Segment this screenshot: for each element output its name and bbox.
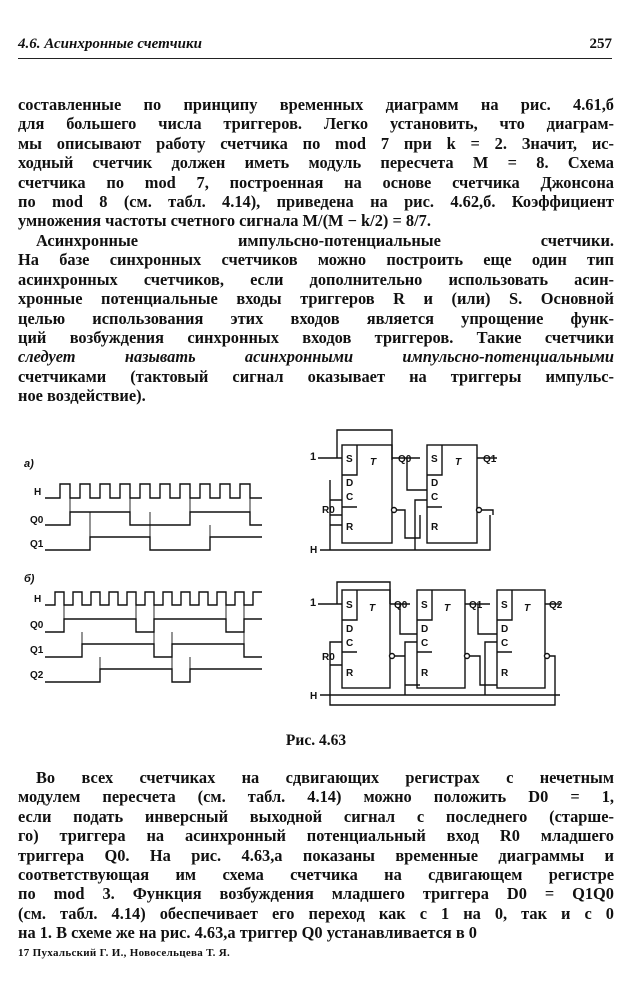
signal-label-q1: Q1 bbox=[30, 539, 44, 550]
pin-t: T bbox=[370, 457, 377, 468]
input-h-a: H bbox=[310, 545, 318, 556]
text-line: ходный счетчик должен иметь модуль пересчета M = 8. Схема bbox=[18, 153, 614, 173]
text-line: На базе синхронных счетчиков можно построить еще один тип bbox=[18, 250, 614, 270]
part-a-label: а) bbox=[24, 458, 34, 470]
pin-d: D bbox=[421, 624, 429, 635]
pin-c: C bbox=[346, 492, 354, 503]
text-line: на 1. В схеме же на рис. 4.63,а триггер Q0 устанавливается в 0 bbox=[18, 923, 477, 943]
text-line: следует называть асинхронными импульсно-потенциальными bbox=[18, 347, 614, 367]
section-title: 4.6. Асинхронные счетчики bbox=[18, 36, 202, 52]
pin-s: S bbox=[346, 600, 353, 611]
paragraph-3 bbox=[18, 768, 614, 943]
text-line: хронные потенциальные входы триггеров R и (или) S. Основной bbox=[18, 289, 614, 309]
paragraph-1 bbox=[18, 95, 614, 231]
signal-label-q0-b: Q0 bbox=[30, 620, 44, 631]
input-h-b: H bbox=[310, 691, 318, 702]
waveform-q1-a bbox=[45, 537, 262, 550]
signal-label-q2-b: Q2 bbox=[30, 670, 44, 681]
pin-c: C bbox=[421, 638, 429, 649]
part-b-label: б) bbox=[24, 573, 35, 585]
figure-caption: Рис. 4.63 bbox=[285, 732, 347, 749]
pin-d: D bbox=[346, 478, 354, 489]
text-line: счетчика по mod 7, построенная на основе счетчика Джонсона bbox=[18, 172, 614, 192]
paragraph-2 bbox=[18, 231, 614, 406]
footer-signature: 17 Пухальский Г. И., Новосельцева Т. Я. bbox=[18, 947, 231, 959]
output-q1-b: Q1 bbox=[469, 600, 483, 611]
signal-label-h: H bbox=[34, 487, 42, 498]
reset-label-b: R0 bbox=[322, 652, 335, 663]
text-line: если подать инверсный выходной сигнал с последнего (старше- bbox=[18, 806, 614, 826]
waveform-q0-a bbox=[45, 512, 262, 525]
pin-c: C bbox=[501, 638, 509, 649]
text-line: го) триггера на асинхронный потенциальный вход R0 младшего bbox=[18, 826, 614, 846]
text-line: ное воздействие). bbox=[18, 386, 146, 406]
output-q1-a: Q1 bbox=[483, 454, 497, 465]
text-line: модулем пересчета (см. табл. 4.14) можно положить D0 = 1, bbox=[18, 787, 614, 807]
header-rule bbox=[18, 58, 612, 59]
pin-d: D bbox=[346, 624, 354, 635]
figure-4-63 bbox=[0, 420, 632, 720]
paragraph-heading: Асинхронные импульсно-потенциальные счетчики. bbox=[36, 231, 614, 250]
text-line: составленные по принципу временных диаграмм на рис. 4.61,б bbox=[18, 95, 614, 114]
pin-c: C bbox=[431, 492, 439, 503]
text-line: счетчиками (тактовый сигнал оказывает на триггеры импульс- bbox=[18, 366, 614, 386]
text-line: целью использования этих входов является упрощение функ- bbox=[18, 308, 614, 328]
pin-r: R bbox=[501, 668, 509, 679]
page-number: 257 bbox=[589, 36, 612, 52]
pin-s: S bbox=[501, 600, 508, 611]
pin-r: R bbox=[346, 522, 354, 533]
text-line: по mod 3. Функция возбуждения младшего триггера D0 = Q1Q0 bbox=[18, 884, 614, 904]
pin-t: T bbox=[455, 457, 462, 468]
input-one-a: 1 bbox=[310, 451, 317, 463]
signal-label-q1-b: Q1 bbox=[30, 645, 44, 656]
output-q0-a: Q0 bbox=[398, 454, 412, 465]
signal-label-q0: Q0 bbox=[30, 515, 44, 526]
pin-t: T bbox=[444, 603, 451, 614]
waveform-q2-b bbox=[45, 669, 262, 682]
reset-label-a: R0 bbox=[322, 505, 335, 516]
output-q0-b: Q0 bbox=[394, 600, 408, 611]
pin-s: S bbox=[346, 454, 353, 465]
pin-r: R bbox=[346, 668, 354, 679]
output-q2-b: Q2 bbox=[549, 600, 563, 611]
waveform-q0-b bbox=[45, 619, 262, 632]
text-line: для большего числа триггеров. Легко установить, что диаграм- bbox=[18, 114, 614, 134]
pin-r: R bbox=[431, 522, 439, 533]
pin-s: S bbox=[421, 600, 428, 611]
text-line: по mod 8 (см. табл. 4.14), приведена на рис. 4.62,б. Коэффициент bbox=[18, 192, 614, 212]
input-one-b: 1 bbox=[310, 597, 317, 609]
text-line: ций возбуждения синхронных входов триггеров. Такие счетчики bbox=[18, 328, 614, 348]
pin-s: S bbox=[431, 454, 438, 465]
pin-d: D bbox=[501, 624, 509, 635]
running-header bbox=[18, 36, 612, 58]
text-line: Во всех счетчиках на сдвигающих регистрах с нечетным bbox=[36, 768, 614, 787]
pin-d: D bbox=[431, 478, 439, 489]
waveform-h-b bbox=[45, 592, 262, 605]
text-line: триггера Q0. На рис. 4.63,а показаны временные диаграммы и bbox=[18, 845, 614, 865]
waveform-h-a bbox=[45, 484, 262, 498]
waveform-q1-b bbox=[45, 644, 262, 657]
pin-t: T bbox=[524, 603, 531, 614]
text-line: умножения частоты счетного сигнала M/(M − k/2) = 8/7. bbox=[18, 211, 431, 231]
text-line: соответствующая им схема счетчика на сдвигающем регистре bbox=[18, 865, 614, 885]
text-line: (см. табл. 4.14) обеспечивает его переход как с 1 на 0, так и с 0 bbox=[18, 903, 614, 923]
signal-label-h-b: H bbox=[34, 594, 42, 605]
text-line: мы описывают работу счетчика по mod 7 при k = 2. Значит, ис- bbox=[18, 133, 614, 153]
pin-c: C bbox=[346, 638, 354, 649]
pin-r: R bbox=[421, 668, 429, 679]
text-line: асинхронных счетчиков, если дополнительно использовать асин- bbox=[18, 269, 614, 289]
pin-t: T bbox=[369, 603, 376, 614]
